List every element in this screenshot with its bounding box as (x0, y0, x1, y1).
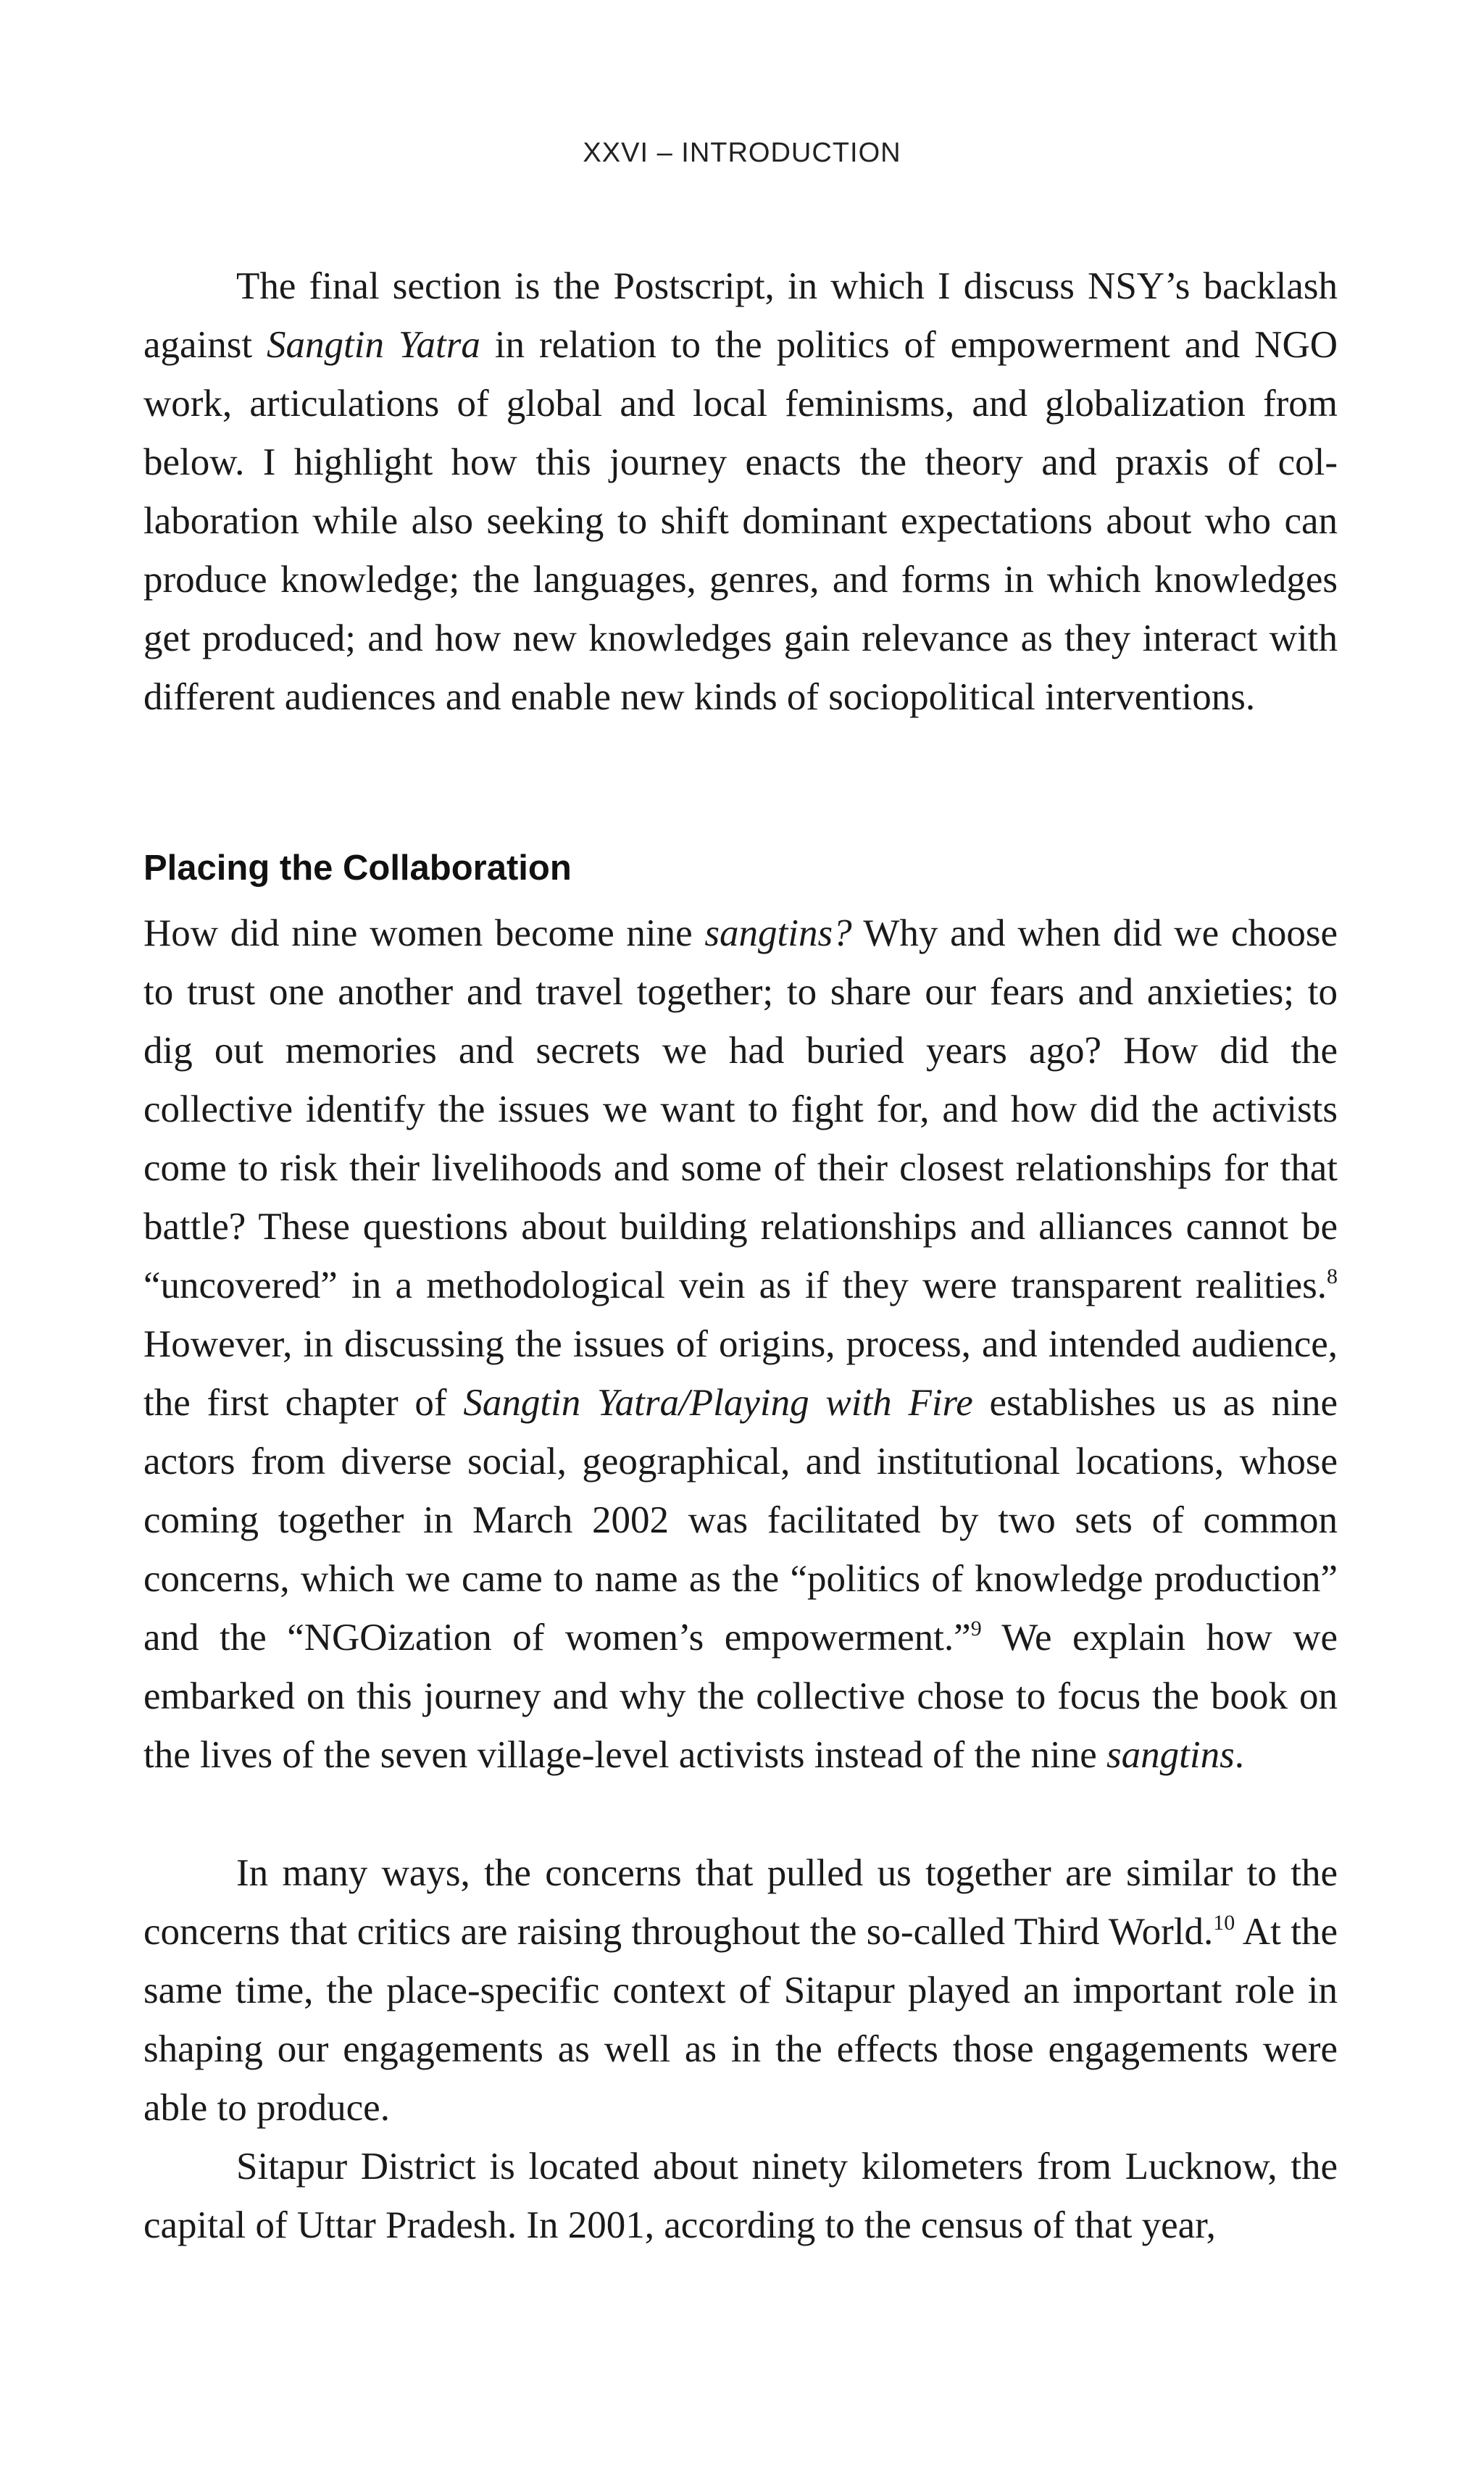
paragraph-collaboration (143, 904, 1338, 1785)
text-run: The final section is the Postscript, in which I discuss NSY’s backlash against (143, 265, 1338, 366)
text-run: We explain how we embarked on this journey and why the collective chose to focus the book on the lives of the seven village-level activists instead of the nine (143, 1617, 1338, 1776)
footnote-ref[interactable]: 8 (1327, 1264, 1338, 1288)
paragraph-sitapur (143, 2138, 1338, 2255)
italic-term: sangtins? (704, 912, 852, 954)
text-run: Why and when did we choose to trust one another and travel together; to share our fears and anxieties; to dig out memories and secrets we had buried years ago? How did the collective identify the issues we want to fight for, and how did the activists come to risk their livelihoods and some of their closest relationships for that battle? These questions about building relationships and alliances cannot be “uncovered” in a methodological vein as if they were transparent realities. (143, 912, 1338, 1306)
footnote-ref[interactable]: 9 (970, 1617, 982, 1640)
text-run: At the same time, the place-specific context of Sitapur played an important role in shaping our engagements as well as in the effects those engagements were able to produce. (143, 1911, 1338, 2129)
text-run: . (1234, 1734, 1244, 1776)
footnote-ref[interactable]: 10 (1213, 1911, 1235, 1935)
text-run: How did nine women become nine (143, 912, 705, 954)
paragraph-postscript (143, 257, 1338, 727)
book-title-italic: Sangtin Yatra (267, 324, 480, 366)
book-title-italic: Sangtin Yatra/Playing with Fire (463, 1382, 973, 1424)
section-heading: Placing the Collaboration (143, 849, 572, 888)
running-head: XXVI – INTRODUCTION (583, 138, 901, 168)
italic-term: sangtins (1106, 1734, 1235, 1776)
text-run: In many ways, the concerns that pulled us together are similar to the concerns that critics are raising throughout the so-called Third World. (143, 1852, 1338, 1953)
text-run: Sitapur District is located about ninety kilometers from Lucknow, the capital of Uttar Pradesh. In 2001, according to the census of that year, (143, 2146, 1338, 2246)
paragraph-concerns (143, 1844, 1338, 2138)
text-run: establishes us as nine actors from diverse social, geographical, and institutional locations, whose coming together in March 2002 was facilitated by two sets of common concerns, which we came to name as the “politics of knowledge production” and the “NGOization of women’s empowerment.” (143, 1382, 1338, 1659)
text-run: in relation to the politics of empowerment and NGO work, articulations of global and local feminisms, and globalization from below. I highlight how this journey enacts the theory and praxis of collaboration while also seeking to shift dominant expectations about who can produce knowledge; the languages, genres, and forms in which knowledges get produced; and how new knowledges gain relevance as they interact with different audiences and enable new kinds of sociopolitical interventions. (143, 324, 1338, 718)
text-run: However, in discussing the issues of origins, process, and intended audience, the first chapter of (143, 1323, 1338, 1424)
